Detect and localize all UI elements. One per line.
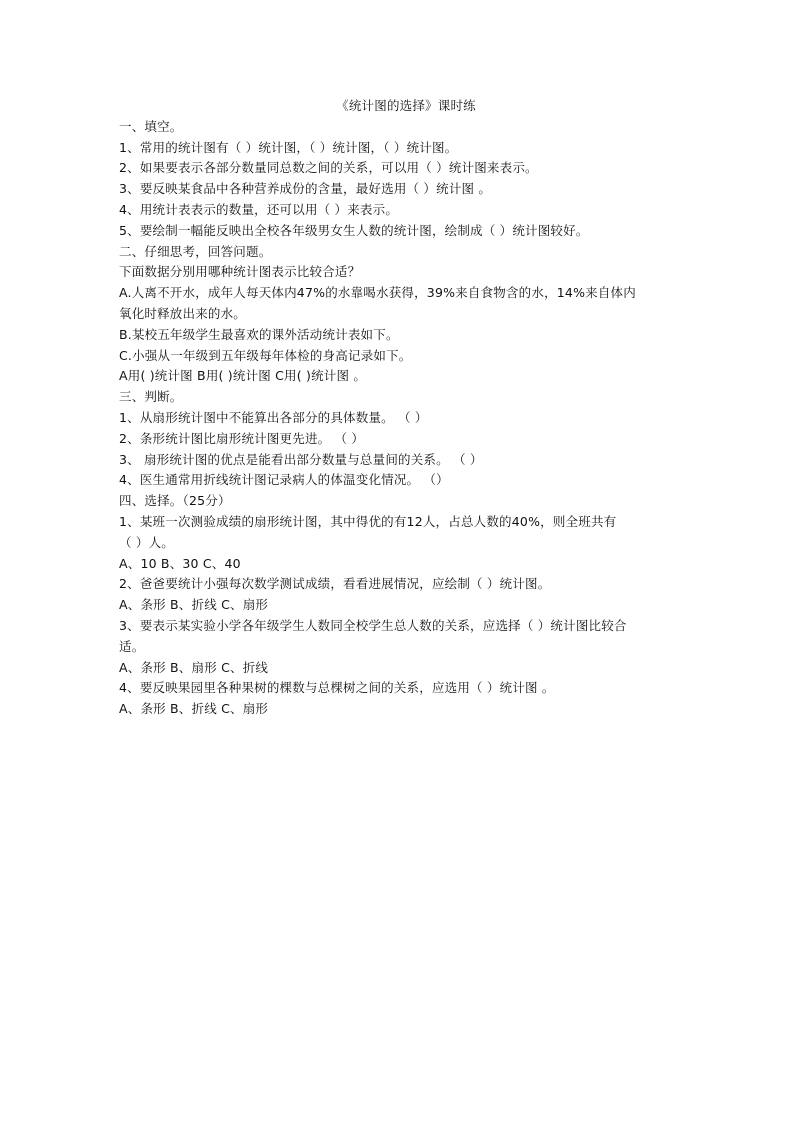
question-choice-1-options: A、10 B、30 C、40 xyxy=(119,555,241,571)
document-content xyxy=(119,96,679,720)
question-judge-4: 4、医生通常用折线统计图记录病人的体温变化情况。 （） xyxy=(119,472,449,488)
question-choice-1-line-2: （ ）人。 xyxy=(119,534,174,550)
question-judge-2: 2、条形统计图比扇形统计图更先进。 （ ） xyxy=(119,430,365,446)
question-choice-2-options: A、条形 B、折线 C、扇形 xyxy=(119,597,269,613)
think-item-a-line-2: 氧化时释放出来的水。 xyxy=(119,305,247,321)
think-item-a-line-1: A.人离不开水，成年人每天体内47%的水靠喝水获得，39%来自食物含的水，14%来自体内 xyxy=(119,285,636,301)
question-fill-1: 1、常用的统计图有（ ）统计图，（ ）统计图，（ ）统计图。 xyxy=(119,139,458,155)
question-choice-3-options: A、条形 B、扇形 C、折线 xyxy=(119,659,269,675)
section-heading-think: 二、仔细思考，回答问题。 xyxy=(119,243,272,259)
question-choice-4: 4、要反映果园里各种果树的棵数与总棵树之间的关系，应选用（ ）统计图 。 xyxy=(119,680,555,696)
think-answer-line: A用( )统计图 B用( )统计图 C用( )统计图 。 xyxy=(119,368,367,384)
question-fill-4: 4、用统计表表示的数量，还可以用（ ）来表示。 xyxy=(119,201,399,217)
question-choice-1-line-1: 1、某班一次测验成绩的扇形统计图，其中得优的有12人，占总人数的40%，则全班共有 xyxy=(119,513,617,529)
section-heading-choice: 四、选择。（25分） xyxy=(119,493,231,509)
question-choice-3-line-2: 适。 xyxy=(119,638,145,654)
question-choice-3-line-1: 3、要表示某实验小学各年级学生人数同全校学生总人数的关系，应选择（ ）统计图比较合 xyxy=(119,617,627,633)
question-fill-3: 3、要反映某食品中各种营养成份的含量，最好选用（ ）统计图 。 xyxy=(119,181,492,197)
think-item-c: C.小强从一年级到五年级每年体检的身高记录如下。 xyxy=(119,347,412,363)
think-item-b: B.某校五年级学生最喜欢的课外活动统计表如下。 xyxy=(119,326,399,342)
section-heading-fill-blank: 一、填空。 xyxy=(119,118,183,134)
question-judge-3: 3、 扇形统计图的优点是能看出部分数量与总量间的关系。 （ ） xyxy=(119,451,483,467)
question-choice-4-options: A、条形 B、折线 C、扇形 xyxy=(119,701,269,717)
think-intro: 下面数据分别用哪种统计图表示比较合适？ xyxy=(119,264,361,280)
question-fill-2: 2、如果要表示各部分数量同总数之间的关系，可以用（ ）统计图来表示。 xyxy=(119,160,538,176)
question-judge-1: 1、从扇形统计图中不能算出各部分的具体数量。 （ ） xyxy=(119,409,428,425)
document-title: 《统计图的选择》课时练 xyxy=(336,98,476,113)
question-fill-5: 5、要绘制一幅能反映出全校各年级男女生人数的统计图，绘制成（ ）统计图较好。 xyxy=(119,222,589,238)
question-choice-2: 2、爸爸要统计小强每次数学测试成绩，看看进展情况，应绘制（ ）统计图。 xyxy=(119,576,551,592)
section-heading-judge: 三、判断。 xyxy=(119,389,183,405)
